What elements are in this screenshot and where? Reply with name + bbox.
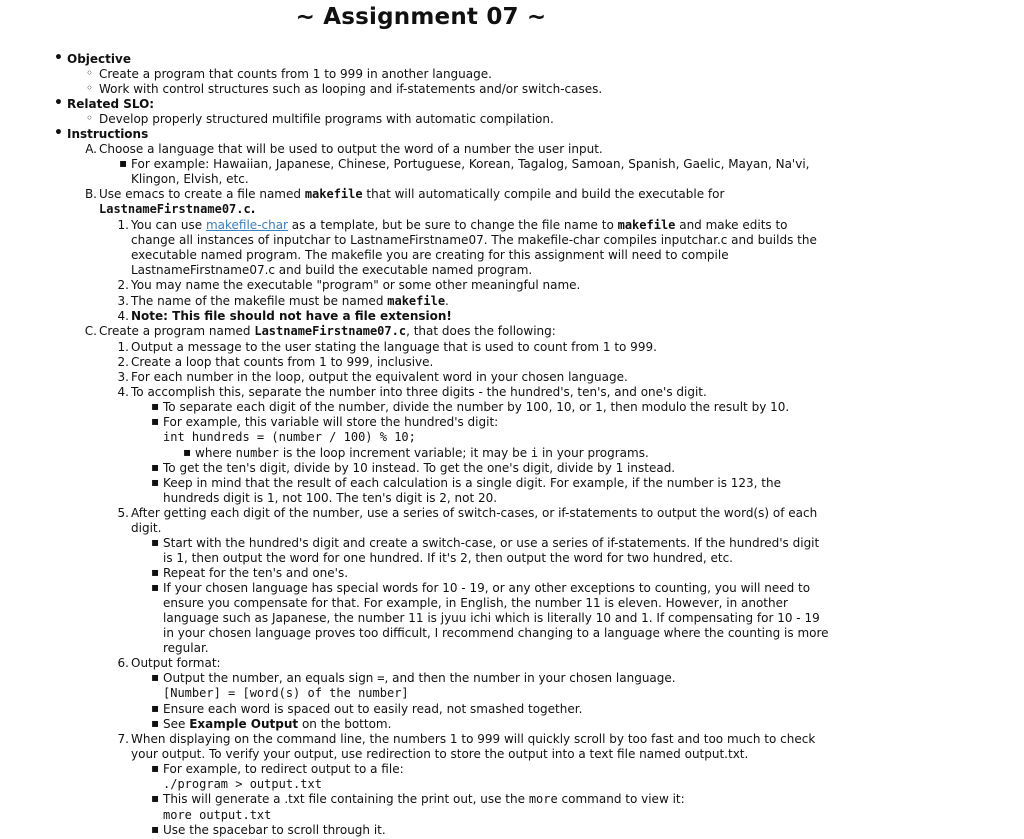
source-file-name: LastnameFirstname07.c bbox=[99, 202, 251, 216]
list-marker: 3. bbox=[117, 294, 129, 308]
instruction-a-marker: A. bbox=[85, 142, 97, 156]
instruction-b-marker: B. bbox=[84, 187, 97, 201]
slo-heading: • Related SLO: bbox=[67, 97, 154, 112]
makefile-char-link[interactable]: makefile-char bbox=[205, 218, 288, 232]
text: To accomplish this, separate the number into three digits - the hundred's, ten's, and one's digit. bbox=[131, 385, 707, 399]
instruction-c-marker: C. bbox=[84, 324, 97, 338]
instruction-b-item-1 bbox=[117, 218, 788, 233]
instruction-c-item-3 bbox=[117, 370, 628, 385]
instruction-b-text: Use emacs to create a file named bbox=[99, 187, 305, 201]
list-marker: 6. bbox=[117, 656, 129, 670]
instruction-c-item-1 bbox=[117, 340, 657, 355]
objective-item-1: ◦ Create a program that counts from 1 to 999 in another language. bbox=[99, 67, 492, 82]
c6-bullet-3 bbox=[163, 717, 391, 732]
text: , and then the number in your chosen language. bbox=[384, 671, 676, 685]
text: and make edits to bbox=[675, 218, 788, 232]
list-marker: 1. bbox=[117, 218, 129, 232]
code-redirect: ./program > output.txt bbox=[163, 777, 322, 791]
c7-bullet-2 bbox=[163, 792, 685, 807]
c5-bullet-2: ▪ Repeat for the ten's and one's. bbox=[163, 566, 348, 581]
instruction-c-item-7-line-2: your output. To verify your output, use redirection to store the output into a text file named output.txt. bbox=[131, 747, 749, 761]
c7-bullet-3: ▪ Use the spacebar to scroll through it. bbox=[163, 823, 386, 838]
text: as a template, but be sure to change the file name to bbox=[287, 218, 618, 232]
list-marker: 3. bbox=[117, 370, 129, 384]
period: . bbox=[250, 202, 256, 216]
c6-bullet-2: ▪ Ensure each word is spaced out to easily read, not smashed together. bbox=[163, 702, 582, 717]
instruction-b-item-2 bbox=[117, 278, 581, 293]
c5-bullet-1-line-2: is 1, then output the word for one hundred. If it's 2, then output the word for two hundred, etc. bbox=[163, 551, 733, 565]
instructions-heading: • Instructions bbox=[67, 127, 148, 142]
instruction-c-item-4 bbox=[117, 385, 707, 400]
list-marker: 2. bbox=[117, 278, 129, 292]
instruction-c-item-5 bbox=[117, 506, 818, 521]
text: When displaying on the command line, the numbers 1 to 999 will quickly scroll by too fast and too much to check bbox=[131, 732, 816, 746]
makefile-name: makefile bbox=[387, 294, 446, 308]
text: For each number in the loop, output the equivalent word in your chosen language. bbox=[131, 370, 628, 384]
c4-bullet-1: ▪ To separate each digit of the number, divide the number by 100, 10, or 1, then modulo the result by 10. bbox=[163, 400, 789, 415]
instruction-b-item-3 bbox=[117, 294, 449, 309]
instruction-b-item-1-line-4: LastnameFirstname07.c and build the executable named program. bbox=[131, 263, 533, 277]
instruction-c bbox=[84, 324, 556, 339]
list-marker: 7. bbox=[117, 732, 129, 746]
text: Output the number, an equals sign bbox=[163, 671, 378, 685]
slo-item-1: ◦ Develop properly structured multifile programs with automatic compilation. bbox=[99, 112, 554, 127]
c5-bullet-3-line-2: ensure you compensate for that. For example, in English, the number 11 is eleven. However, in another bbox=[163, 596, 788, 610]
instruction-c-item-2 bbox=[117, 355, 434, 370]
source-file-name: LastnameFirstname07.c bbox=[254, 324, 407, 338]
instruction-b-line-2 bbox=[99, 202, 255, 217]
instruction-b-item-4 bbox=[117, 309, 452, 324]
instruction-b-item-1-line-3: executable named program. The makefile you are creating for this assignment will need to compile bbox=[131, 248, 729, 262]
objective-heading: • Objective bbox=[67, 52, 131, 67]
instruction-c-item-6 bbox=[117, 656, 221, 671]
text: command to view it: bbox=[557, 792, 685, 806]
instruction-c-item-5-line-2: digit. bbox=[131, 521, 162, 535]
code-more: more bbox=[528, 792, 558, 806]
instruction-a-text: Choose a language that will be used to output the word of a number the user input. bbox=[99, 142, 603, 156]
instruction-b-item-1-line-2: change all instances of inputchar to LastnameFirstname07. The makefile-char compiles inputchar.c and builds the bbox=[131, 233, 817, 247]
code-i: i bbox=[530, 446, 539, 460]
code-output-format: [Number] = [word(s) of the number] bbox=[163, 686, 409, 700]
list-marker: 1. bbox=[117, 340, 129, 354]
c4-bullet-4-line-1: ▪ Keep in mind that the result of each calculation is a single digit. For example, if the number is 123, the bbox=[163, 476, 781, 491]
page-title: ~ Assignment 07 ~ bbox=[295, 4, 547, 30]
c5-bullet-3-line-3: language such as Japanese, the number 11 is jyuu ichi which is literally 10 and 1. If compensating for 10 - 19 bbox=[163, 611, 820, 625]
text: Create a program named bbox=[99, 324, 255, 338]
objective-item-2: ◦ Work with control structures such as looping and if-statements and/or switch-cases. bbox=[99, 82, 602, 97]
code-number: number bbox=[235, 446, 280, 460]
list-marker: 5. bbox=[117, 506, 129, 520]
text: The name of the makefile must be named bbox=[131, 294, 388, 308]
text: , that does the following: bbox=[406, 324, 556, 338]
c4-sub-bullet bbox=[195, 446, 649, 461]
text: Output a message to the user stating the language that is used to count from 1 to 999. bbox=[131, 340, 657, 354]
text: Output format: bbox=[131, 656, 221, 670]
instruction-a bbox=[85, 142, 603, 157]
instruction-b bbox=[84, 187, 725, 202]
instruction-c-item-7 bbox=[117, 732, 816, 747]
text: is the loop increment variable; it may be bbox=[279, 446, 531, 460]
text: . bbox=[445, 294, 449, 308]
c6-bullet-1 bbox=[163, 671, 676, 686]
example-output-ref: Example Output bbox=[189, 717, 299, 731]
instruction-b-text-end: that will automatically compile and build the executable for bbox=[362, 187, 725, 201]
note-text: Note: This file should not have a file extension! bbox=[131, 309, 452, 323]
code-equals: = bbox=[377, 671, 385, 685]
instruction-a-example-line-1: ▪ For example: Hawaiian, Japanese, Chinese, Portuguese, Korean, Tagalog, Samoan, Spanish, Gaelic, Mayan, Na'vi, bbox=[131, 157, 809, 172]
c5-bullet-3-line-4: in your chosen language proves too difficult, I recommend changing to a language where the counting is more bbox=[163, 626, 829, 640]
text: You can use bbox=[131, 218, 206, 232]
c5-bullet-1-line-1: ▪ Start with the hundred's digit and create a switch-case, or use a series of if-statements. If the hundred's digit bbox=[163, 536, 819, 551]
instruction-a-example-line-2: Klingon, Elvish, etc. bbox=[131, 172, 249, 186]
text: on the bottom. bbox=[298, 717, 392, 731]
text: This will generate a .txt file containing the print out, use the bbox=[163, 792, 529, 806]
makefile-name: makefile bbox=[617, 218, 676, 232]
c4-bullet-4-line-2: hundreds digit is 1, not 100. The ten's digit is 2, not 20. bbox=[163, 491, 498, 505]
text: After getting each digit of the number, use a series of switch-cases, or if-statements to output the word(s) of each bbox=[131, 506, 818, 520]
text: See bbox=[163, 717, 190, 731]
c7-bullet-1: ▪ For example, to redirect output to a file: bbox=[163, 762, 404, 777]
c5-bullet-3-line-1: ▪ If your chosen language has special words for 10 - 19, or any other exceptions to counting, you will need to bbox=[163, 581, 810, 596]
text: in your programs. bbox=[538, 446, 649, 460]
code-more-output: more output.txt bbox=[163, 808, 272, 822]
text: You may name the executable "program" or some other meaningful name. bbox=[131, 278, 581, 292]
c4-bullet-2: ▪ For example, this variable will store the hundred's digit: bbox=[163, 415, 498, 430]
code-hundreds: int hundreds = (number / 100) % 10; bbox=[163, 430, 416, 444]
c4-bullet-3: ▪ To get the ten's digit, divide by 10 instead. To get the one's digit, divide by 1 instead. bbox=[163, 461, 675, 476]
text: where bbox=[195, 446, 236, 460]
list-marker: 4. bbox=[117, 385, 129, 399]
text: Create a loop that counts from 1 to 999, inclusive. bbox=[131, 355, 434, 369]
makefile-name: makefile bbox=[304, 187, 363, 201]
list-marker: 2. bbox=[117, 355, 129, 369]
list-marker: 4. bbox=[117, 309, 129, 323]
c5-bullet-3-line-5: regular. bbox=[163, 641, 209, 655]
